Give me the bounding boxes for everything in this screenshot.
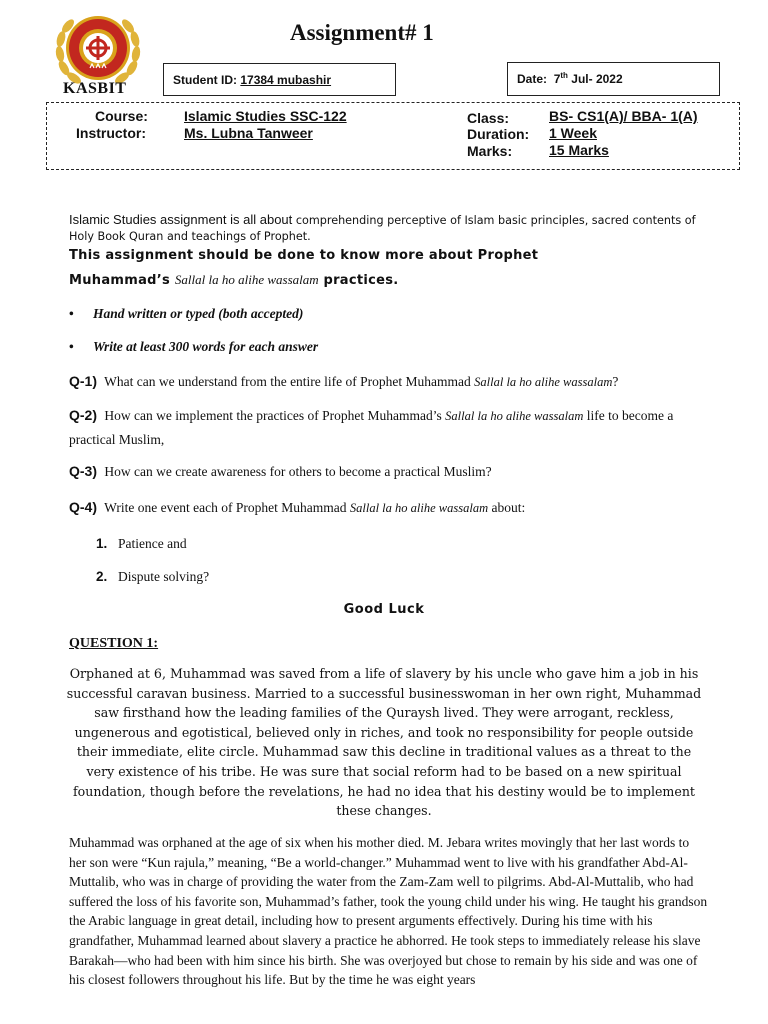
date-day: 7 <box>553 72 561 86</box>
question-salutation: Sallal la ho alihe wassalam <box>349 501 489 515</box>
question-salutation: Sallal la ho alihe wassalam <box>474 375 613 389</box>
question-end: about: <box>491 500 526 515</box>
bullet-text: Write at least 300 words for each answer <box>93 339 319 354</box>
question-text: How can we create awareness for others to become a practical Muslim? <box>104 464 492 479</box>
sub-item-text: Patience and <box>118 536 187 551</box>
question-4 <box>69 495 719 520</box>
question-text: What can we understand from the entire life of Prophet Muhammad <box>104 374 471 389</box>
student-id-label: Student ID: <box>173 73 237 87</box>
marks-label: Marks: <box>467 143 513 159</box>
instructor-value: Ms. Lubna Tanweer <box>184 125 313 141</box>
duration-value: 1 Week <box>549 125 597 141</box>
question-text: Write one event each of Prophet Muhammad <box>104 500 347 515</box>
instructor-label: Instructor: <box>76 125 146 141</box>
date-rest: Jul- 2022 <box>571 72 623 86</box>
sub-item-number: 1. <box>96 536 108 551</box>
instruction-heading-line2 <box>69 272 709 288</box>
question-3 <box>69 459 719 484</box>
logo-caption: KASBIT <box>63 80 127 97</box>
sub-item-number: 2. <box>96 569 108 584</box>
heading-prophet-name: Muhammad’s <box>69 273 171 288</box>
list-item <box>69 339 318 355</box>
question-number: Q-2) <box>69 407 97 423</box>
intro-text <box>69 212 709 245</box>
heading-salutation: Sallal la ho alihe wassalam <box>174 272 319 287</box>
date-day-suffix: th <box>560 71 568 80</box>
bullet-icon: • <box>69 339 74 354</box>
marks-value: 15 Marks <box>549 142 609 158</box>
question1-heading: QUESTION 1: <box>69 636 159 651</box>
date-box <box>507 62 720 96</box>
good-luck: Good Luck <box>343 602 425 617</box>
question-end: ? <box>612 374 619 389</box>
question-number: Q-4) <box>69 499 97 515</box>
intro-lead: Islamic Studies assignment is all about <box>69 212 293 227</box>
student-id-box <box>163 63 396 96</box>
question-end: life to become a practical Muslim, <box>69 408 674 447</box>
question-salutation: Sallal la ho alihe wassalam <box>445 409 584 423</box>
question-2 <box>69 403 719 452</box>
sub-item-1 <box>96 536 187 552</box>
answer-paragraph-1: Orphaned at 6, Muhammad was saved from a life of slavery by his uncle who gave him a job in his successful caravan business. Married to a successful businesswoman in her own right, Muhammad saw firsthand how the leading families of the Quraysh lived. They were arrogant, reckless, ungenerous and egotistical, believed only in riches, and took no responsibility for people outside their immediate, elite circle. Muhammad saw this decline in traditional values as a threat to the very existence of his tribe. He was sure that social reform had to be based on a new spiritual foundation, though before the revelations, he had no idea that his destiny would be to implement these changes. <box>66 666 702 819</box>
question-text: How can we implement the practices of Prophet Muhammad’s <box>104 408 442 423</box>
course-value: Islamic Studies SSC-122 <box>184 108 347 124</box>
class-label: Class: <box>467 110 510 126</box>
bullet-text: Hand written or typed (both accepted) <box>93 306 304 321</box>
question-1 <box>69 369 719 394</box>
duration-label: Duration: <box>467 126 530 142</box>
heading-practices: practices. <box>323 273 399 288</box>
bullet-icon: • <box>69 306 74 321</box>
course-label: Course: <box>95 108 148 124</box>
page-title: Assignment# 1 <box>290 20 434 45</box>
answer-paragraph-2: Muhammad was orphaned at the age of six when his mother died. M. Jebara writes movingly that her last words to her son were “Kun rajula,” meaning, “Be a world-changer.” Muhammad went to live with his grandfather Abd-Al-Muttalib, who was in charge of providing the water from the Zam-Zam well to pilgrims. Abd-Al-Muttalib, who had suffered the loss of his favorite son, Muhammad’s father, took the young child under his wing. He taught his grandson the Arabic language in great detail, including how to present arguments effectively. During his time with his grandfather, Muhammad learned about slavery a practice he abhorred. He took steps to immediately release his slave Barakah—who had been with him since his birth. She was overjoyed but chose to remain by his side and was one of his closest followers throughout his life. But by the time he was eight years <box>69 835 708 988</box>
class-value: BS- CS1(A)/ BBA- 1(A) <box>549 108 698 124</box>
list-item <box>69 306 303 322</box>
date-label: Date: <box>517 72 548 86</box>
sub-item-text: Dispute solving? <box>118 569 210 584</box>
question-number: Q-3) <box>69 463 97 479</box>
question-number: Q-1) <box>69 373 97 389</box>
instruction-heading-line1: This assignment should be done to know more about Prophet <box>69 248 539 263</box>
sub-item-2 <box>96 569 209 585</box>
intro-rest: comprehending perceptive of Islam basic principles, sacred contents of Holy Book Quran and teachings of Prophet. <box>69 214 696 243</box>
student-id-value: 17384 mubashir <box>240 73 332 87</box>
